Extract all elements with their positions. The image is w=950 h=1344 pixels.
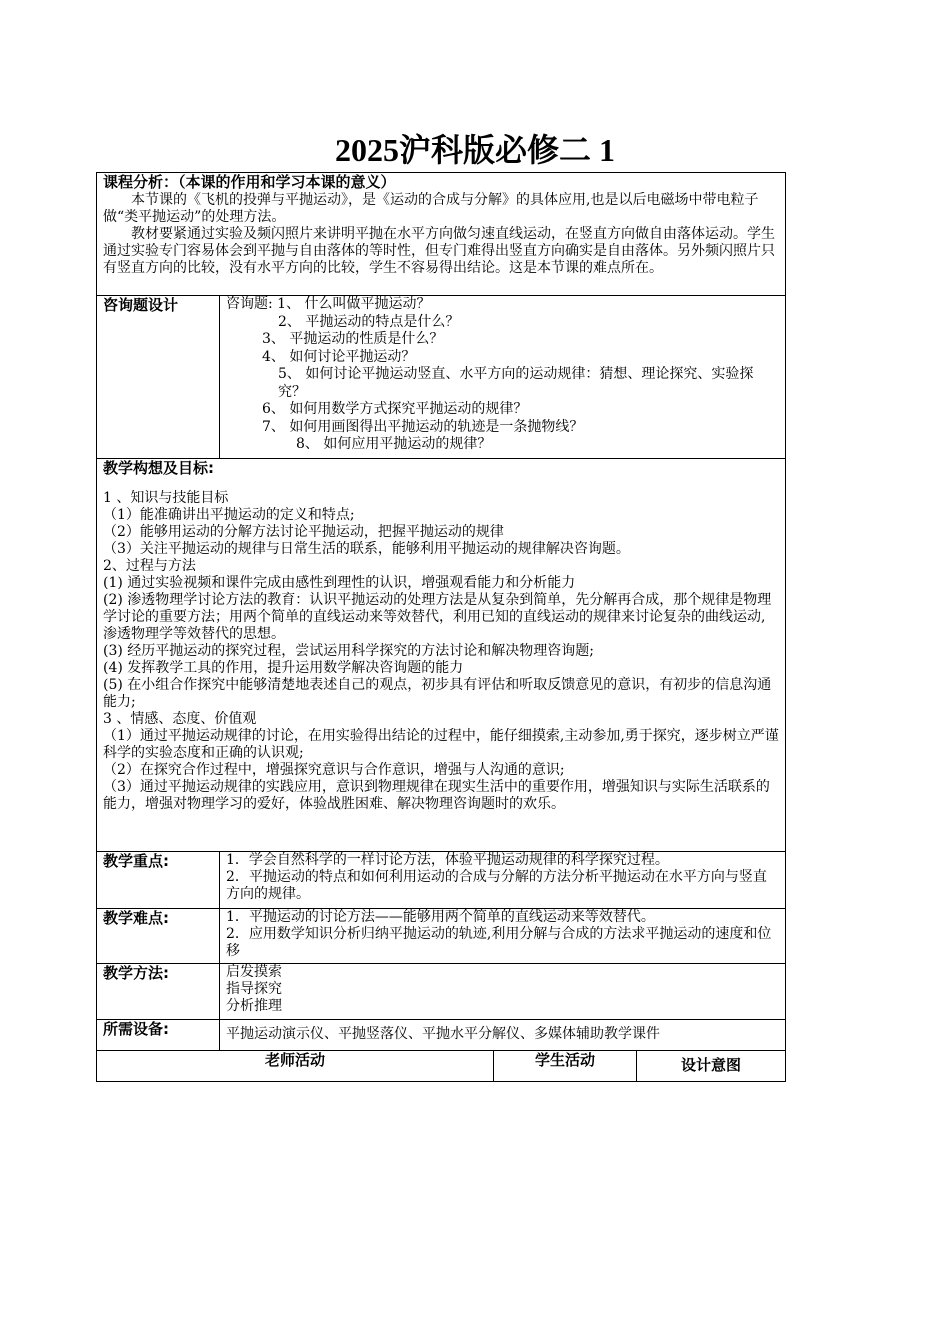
keypoints-row — [97, 852, 786, 909]
goal-line: 1 、知识与技能目标 — [103, 490, 229, 506]
teacher-activity-cell — [97, 1051, 494, 1082]
equipment-label-cell — [97, 1020, 220, 1051]
methods-row — [97, 964, 786, 1020]
goals-row — [97, 459, 786, 852]
question-item: 5、 如何讨论平抛运动竖直、水平方向的运动规律：猜想、理论探究、实验探究？ — [278, 366, 754, 400]
lesson-plan-table — [96, 172, 786, 1082]
questions-cell — [220, 296, 786, 459]
keypoints-label-cell — [97, 852, 220, 909]
analysis-row — [97, 173, 786, 296]
keypoints-label: 教学重点: — [103, 852, 169, 870]
difficulties-row — [97, 909, 786, 964]
goal-line: (5) 在小组合作探究中能够清楚地表述自己的观点，初步具有评估和听取反馈意见的意识，有初步的信息沟通能力; — [103, 677, 772, 710]
keypoint-line: 2．平抛运动的特点和如何利用运动的合成与分解的方法分析平抛运动在水平方向与竖直方向的规律。 — [226, 869, 767, 902]
document-title: 2025沪科版必修二 1 — [334, 132, 615, 168]
method-line: 启发摸索 — [226, 964, 282, 980]
equipment-cell — [220, 1020, 786, 1051]
goals-heading: 教学构想及目标: — [103, 459, 214, 477]
difficulty-line: 1．平抛运动的讨论方法——能够用两个简单的直线运动来等效替代。 — [226, 909, 655, 925]
analysis-heading: 课程分析：（本课的作用和学习本课的意义） — [103, 173, 396, 191]
difficulties-cell — [220, 909, 786, 964]
design-intent-label: 设计意图 — [680, 1056, 741, 1074]
goal-line: (2) 渗透物理学讨论方法的教育：认识平抛运动的处理方法是从复杂到简单，先分解再合成，那个规律是物理学讨论的重要方法；用两个简单的直线运动来等效替代，利用已知的直线运动的规律来讨论复杂的曲线运动,渗透物理学等效替代的思想。 — [103, 592, 772, 642]
goal-line: (4) 发挥教学工具的作用，提升运用数学解决咨询题的能力 — [103, 660, 464, 676]
keypoints-cell — [220, 852, 786, 909]
goals-cell — [97, 459, 786, 852]
question-item: 2、 平抛运动的特点是什么？ — [278, 313, 460, 330]
analysis-cell — [97, 173, 786, 296]
goal-line: (3) 经历平抛运动的探究过程，尝试运用科学探究的方法讨论和解决物理咨询题; — [103, 643, 594, 659]
difficulties-label: 教学难点: — [103, 909, 169, 927]
design-intent-cell — [637, 1051, 786, 1082]
difficulty-line: 2．应用数学知识分析归纳平抛运动的轨迹,利用分解与合成的方法求平抛运动的速度和位移 — [226, 926, 772, 959]
method-line: 指导探究 — [226, 981, 282, 997]
goal-line: （3）通过平抛运动规律的实践应用，意识到物理规律在现实生活中的重要作用，增强知识与实际生活联系的能力，增强对物理学习的爱好，体验战胜困难、解决物理咨询题时的欢乐。 — [103, 779, 770, 812]
methods-label: 教学方法: — [103, 964, 169, 982]
question-item: 7、 如何用画图得出平抛运动的轨迹是一条抛物线？ — [262, 418, 584, 435]
questions-label: 咨询题设计 — [103, 296, 179, 314]
equipment-label: 所需设备: — [103, 1020, 169, 1038]
teacher-activity-label: 老师活动 — [264, 1051, 325, 1069]
goal-line: 2、过程与方法 — [103, 558, 196, 574]
question-item: 4、 如何讨论平抛运动？ — [262, 348, 416, 365]
equipment-row — [97, 1020, 786, 1051]
student-activity-cell — [494, 1051, 637, 1082]
goal-line: （1）通过平抛运动规律的讨论，在用实验得出结论的过程中，能仔细摸索,主动参加,勇于探究，逐步树立严谨科学的实验态度和正确的认识观; — [103, 728, 779, 761]
goal-line: （2）能够用运动的分解方法讨论平抛运动，把握平抛运动的规律 — [103, 524, 504, 540]
questions-label-cell — [97, 296, 220, 459]
question-item: 3、 平抛运动的性质是什么？ — [262, 331, 444, 347]
goal-line: 3 、情感、态度、价值观 — [103, 711, 257, 727]
question-item: 6、 如何用数学方式探究平抛运动的规律？ — [262, 401, 528, 417]
student-activity-label: 学生活动 — [534, 1051, 595, 1069]
question-item: 咨询题: 1、 什么叫做平抛运动？ — [226, 296, 431, 312]
question-item: 8、 如何应用平抛运动的规律？ — [296, 436, 492, 452]
goal-line: （3）关注平抛运动的规律与日常生活的联系，能够利用平抛运动的规律解决咨询题。 — [103, 541, 630, 557]
keypoint-line: 1．学会自然科学的一样讨论方法，体验平抛运动规律的科学探究过程。 — [226, 852, 669, 868]
goal-line: (1) 通过实验视频和课件完成由感性到理性的认识，增强观看能力和分析能力 — [103, 575, 576, 591]
activity-header-row — [97, 1051, 786, 1082]
difficulties-label-cell — [97, 909, 220, 964]
goal-line: （1）能准确讲出平抛运动的定义和特点; — [103, 507, 355, 523]
analysis-paragraph-2: 教材要紧通过实验及频闪照片来讲明平抛在水平方向做匀速直线运动，在竖直方向做自由落体运动。学生通过实验专门容易体会到平抛与自由落体的等时性，但专门难得出竖直方向确实是自由落体。另外频闪照片只有竖直方向的比较，没有水平方向的比较，学生不容易得出结论。这是本节课的难点所在。 — [103, 226, 775, 276]
methods-cell — [220, 964, 786, 1020]
equipment-text: 平抛运动演示仪、平抛竖落仪、平抛水平分解仪、多媒体辅助教学课件 — [226, 1026, 660, 1042]
goal-line: （2）在探究合作过程中，增强探究意识与合作意识，增强与人沟通的意识; — [103, 762, 565, 778]
analysis-paragraph-1: 本节课的《飞机的投弹与平抛运动》，是《运动的合成与分解》的具体应用,也是以后电磁场中带电粒子做“类平抛运动”的处理方法。 — [103, 192, 759, 225]
questions-row — [97, 296, 786, 459]
method-line: 分析推理 — [226, 998, 282, 1014]
methods-label-cell — [97, 964, 220, 1020]
